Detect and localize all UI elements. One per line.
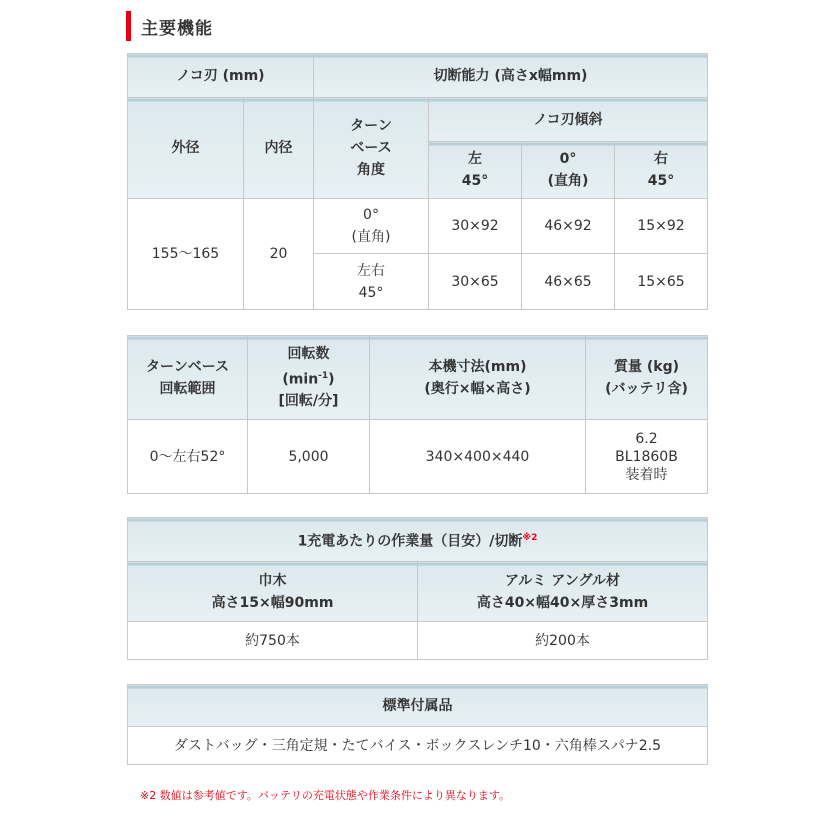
capacity-cell: 15×65 <box>615 254 708 310</box>
mass-header: 質量 (kg) (バッテリ含) <box>586 336 708 420</box>
blade-header: ノコ刃 (mm) <box>128 54 314 98</box>
section-title-text: 主要機能 <box>141 18 213 39</box>
turn-range-value: 0～左右52° <box>128 420 248 494</box>
outer-diameter-header: 外径 <box>128 98 244 199</box>
section-title <box>126 11 213 41</box>
capacity-cell: 30×65 <box>429 254 522 310</box>
capacity-cell: 46×92 <box>522 199 615 254</box>
capacity-cell: 15×92 <box>615 199 708 254</box>
dimensions-header: 本機寸法(mm) (奥行×幅×高さ) <box>370 336 586 420</box>
tilt-left-header: 左 45° <box>429 142 522 199</box>
accessories-table <box>127 684 708 765</box>
angle-cell: 0° (直角) <box>314 199 429 254</box>
mass-value: 6.2 BL1860B 装着時 <box>586 420 708 494</box>
title-accent-bar <box>126 11 131 41</box>
rpm-value: 5,000 <box>248 420 370 494</box>
baseboard-count: 約750本 <box>128 622 418 660</box>
work-per-charge-title: 1充電あたりの作業量（目安）/切断$^{※2}$ <box>128 518 708 562</box>
tilt-right-header: 右 45° <box>615 142 708 199</box>
baseboard-header: 巾木 高さ15×幅90mm <box>128 562 418 622</box>
footnote: ※2 数値は参考値です。バッテリの充電状態や作業条件により異なります。 <box>140 789 510 802</box>
capacity-cell: 30×92 <box>429 199 522 254</box>
work-per-charge-table <box>127 517 708 660</box>
tilt-zero-header: 0° (直角) <box>522 142 615 199</box>
blade-tilt-header: ノコ刃傾斜 <box>429 98 708 142</box>
inner-diameter-value: 20 <box>244 199 314 310</box>
dimensions-value: 340×400×440 <box>370 420 586 494</box>
note-marker: ※2 <box>522 532 538 543</box>
rpm-header: 回転数 $(\min^{-1})$ [回転/分] <box>248 336 370 420</box>
turn-base-angle-header: ターン ベース 角度 <box>314 98 429 199</box>
capacity-cell: 46×65 <box>522 254 615 310</box>
aluminum-angle-count: 約200本 <box>418 622 708 660</box>
cutting-capacity-table <box>127 53 708 310</box>
machine-specs-table <box>127 335 708 494</box>
capacity-header: 切断能力 (高さx幅mm) <box>314 54 708 98</box>
accessories-title: 標準付属品 <box>128 685 708 727</box>
accessories-list: ダストバッグ・三角定規・たてバイス・ボックスレンチ10・六角棒スパナ2.5 <box>128 727 708 765</box>
outer-diameter-value: 155～165 <box>128 199 244 310</box>
aluminum-angle-header: アルミ アングル材 高さ40×幅40×厚さ3mm <box>418 562 708 622</box>
angle-cell: 左右 45° <box>314 254 429 310</box>
inner-diameter-header: 内径 <box>244 98 314 199</box>
turn-range-header: ターンベース 回転範囲 <box>128 336 248 420</box>
